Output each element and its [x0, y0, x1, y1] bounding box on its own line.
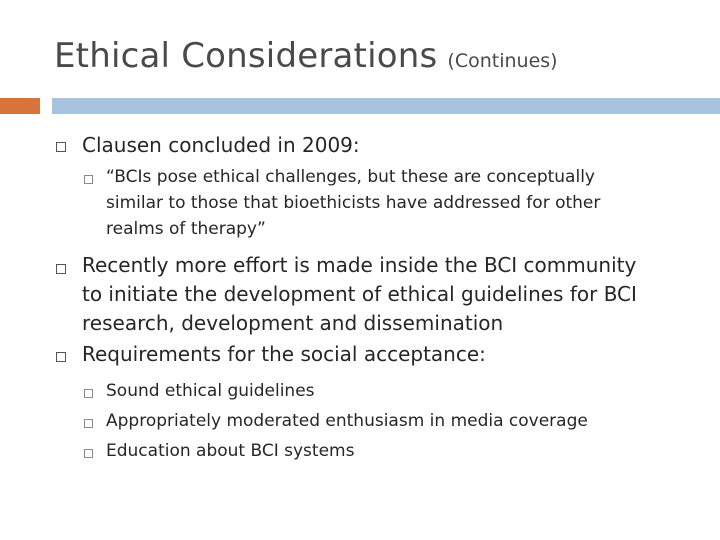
- slide-title: [54, 36, 558, 76]
- bullet-effort-line-2: to initiate the development of ethical guidelines for BCI: [82, 282, 637, 306]
- bullet-effort-line-3: research, development and dissemination: [82, 311, 504, 335]
- slide-title-suffix: (Continues): [447, 50, 558, 72]
- bullet-clausen: Clausen concluded in 2009:: [82, 133, 360, 157]
- bullet-effort-line-1: Recently more effort is made inside the BCI community: [82, 253, 637, 277]
- square-bullet-icon: [56, 352, 66, 362]
- requirement-education: Education about BCI systems: [106, 441, 355, 461]
- accent-bar-orange: [0, 98, 40, 114]
- square-bullet-icon: [56, 264, 66, 274]
- quote-line-3: realms of therapy”: [106, 219, 266, 239]
- quote-line-2: similar to those that bioethicists have addressed for other: [106, 193, 601, 213]
- square-bullet-icon: [84, 175, 93, 184]
- square-bullet-icon: [84, 449, 93, 458]
- accent-bar-blue: [52, 98, 720, 114]
- square-bullet-icon: [56, 142, 66, 152]
- bullet-requirements: Requirements for the social acceptance:: [82, 342, 486, 366]
- square-bullet-icon: [84, 389, 93, 398]
- slide-title-main: Ethical Considerations: [54, 36, 438, 76]
- square-bullet-icon: [84, 419, 93, 428]
- quote-line-1: “BCIs pose ethical challenges, but these are conceptually: [106, 167, 595, 187]
- requirement-media: Appropriately moderated enthusiasm in media coverage: [106, 411, 588, 431]
- requirement-guidelines: Sound ethical guidelines: [106, 381, 315, 401]
